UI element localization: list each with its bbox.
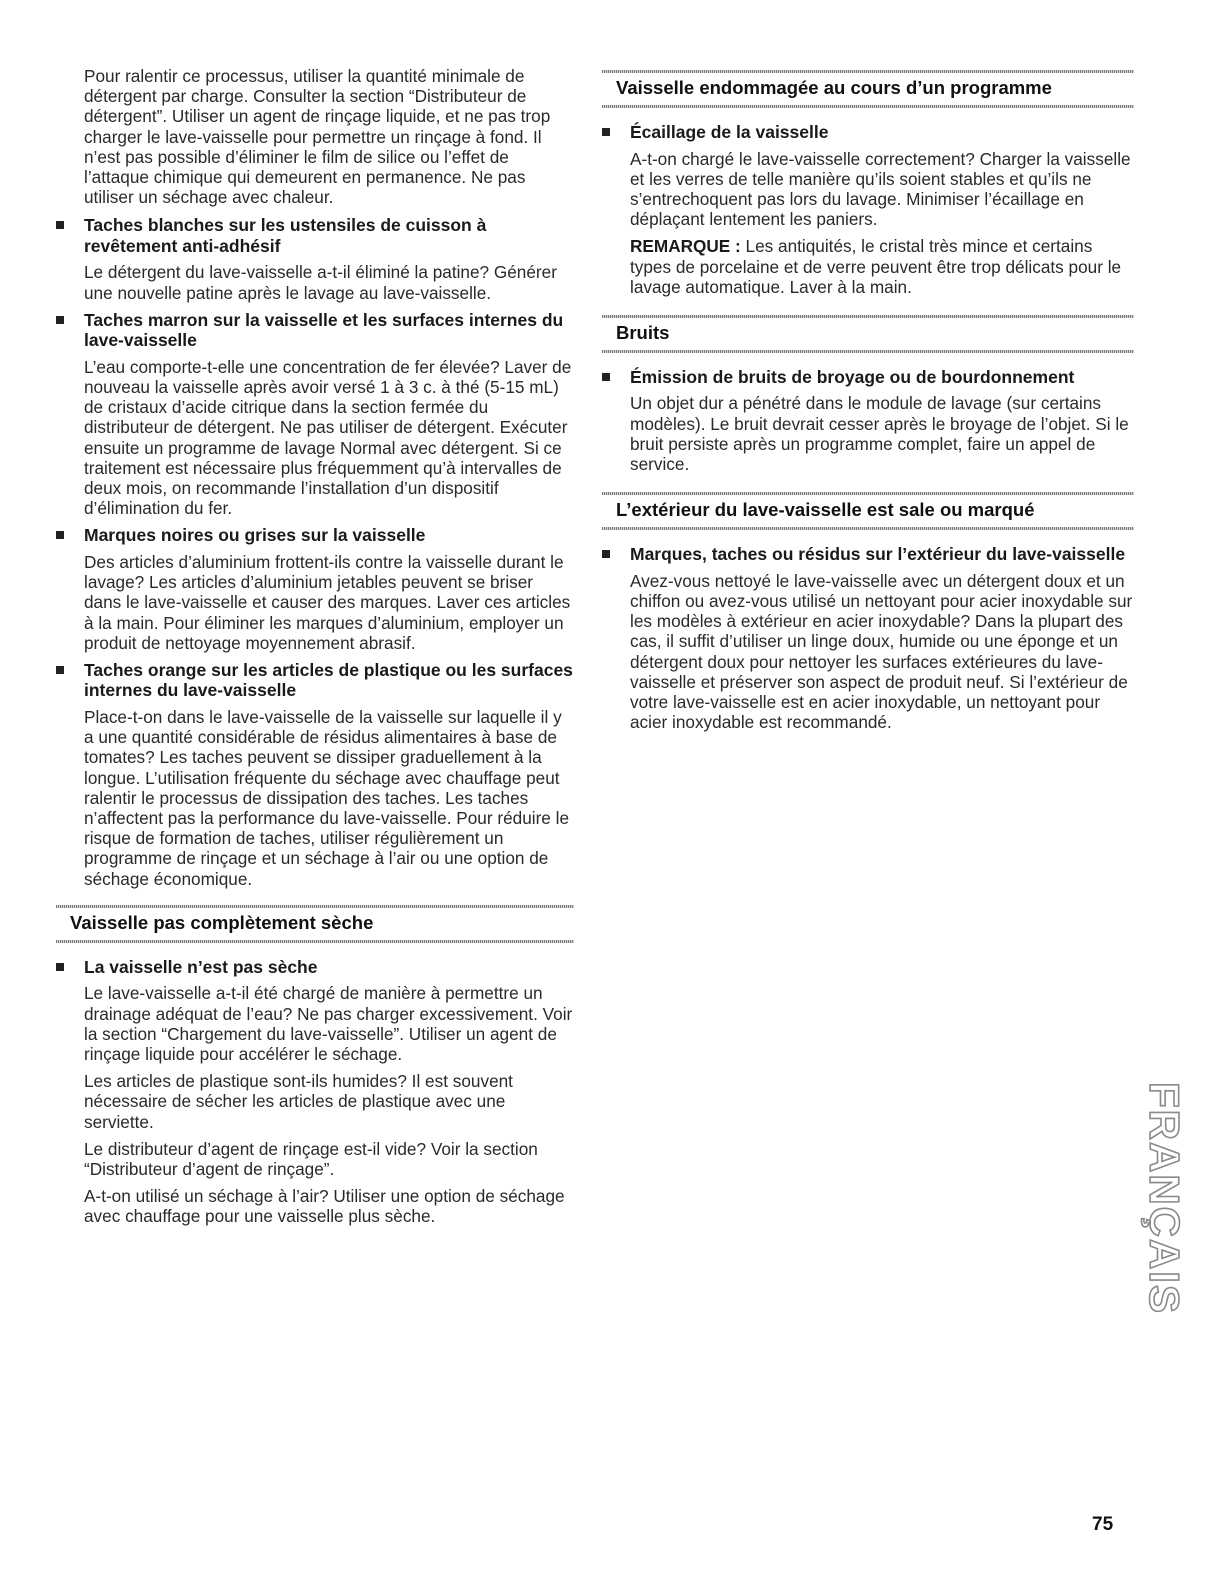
- language-tab: FRANÇAIS: [1141, 1082, 1188, 1315]
- section-title: Vaisselle endommagée au cours d’un programme: [616, 77, 1052, 98]
- section-header: [602, 492, 1134, 530]
- page-number: 75: [1092, 1514, 1114, 1535]
- bullet-icon: [56, 316, 64, 324]
- item-title: Marques noires ou grises sur la vaisselle: [84, 525, 426, 546]
- item-paragraph: A-t-on chargé le lave-vaisselle correctement? Charger la vaisselle et les verres de telle manière qu’ils soient stables et qu’ils ne s’entrechoquent pas lors du lavage. Minimiser l’écaillage en déplaçant lentement les paniers.: [630, 148, 1131, 230]
- intro-paragraph: Pour ralentir ce processus, utiliser la quantité minimale de détergent par charge. Consulter la section “Distributeur de détergent”. Utiliser un agent de rinçage liquide, et ne pas trop charger le lave-vaisselle pour permettre un rinçage à fond. Il n’est pas possible d’éliminer le film de silice ou l’effet de l’attaque chimique qui demeurent en permanence. Ne pas utiliser un séchage avec chaleur.: [84, 66, 551, 208]
- bullet-icon: [56, 666, 64, 674]
- bullet-icon: [602, 373, 610, 381]
- item-paragraph: Les articles de plastique sont-ils humides? Il est souvent nécessaire de sécher les articles de plastique avec une serviette.: [84, 1071, 513, 1132]
- item-paragraph: Avez-vous nettoyé le lave-vaisselle avec un détergent doux et un chiffon ou avez-vous utilisé un nettoyant pour acier inoxydable sur les modèles à extérieur en acier inoxydable? Dans la plupart des cas, il suffit d’utiliser un linge doux, humide ou une éponge et un détergent doux pour nettoyer les surfaces extérieures du lave-vaisselle et préserver son aspect de produit neuf. Si l’extérieur de votre lave-vaisselle est en acier inoxydable, un nettoyant pour acier inoxydable est recommandé.: [630, 570, 1133, 733]
- item-paragraph: Un objet dur a pénétré dans le module de lavage (sur certains modèles). Le bruit devrait cesser après le broyage de l’objet. Si le bruit persiste après un programme complet, faire un appel de service.: [630, 393, 1129, 475]
- item-paragraph: Le distributeur d’agent de rinçage est-il vide? Voir la section “Distributeur d’agent de rinçage”.: [84, 1138, 538, 1179]
- section-title: L’extérieur du lave-vaisselle est sale ou marqué: [616, 499, 1035, 521]
- list-item: [56, 525, 574, 653]
- section-header: [602, 70, 1134, 108]
- item-title: Taches orange sur les articles de plastique ou les surfaces internes du lave-vaisselle: [84, 659, 573, 701]
- note-paragraph: [630, 236, 1134, 297]
- list-item: [602, 367, 1134, 474]
- list-item: [56, 310, 574, 519]
- item-title: Taches marron sur la vaisselle et les surfaces internes du lave-vaisselle: [84, 309, 564, 351]
- bullet-icon: [56, 531, 64, 539]
- bullet-icon: [602, 550, 610, 558]
- item-paragraph: L’eau comporte-t-elle une concentration de fer élevée? Laver de nouveau la vaisselle après avoir versé 1 à 3 c. à thé (5-15 mL) de cristaux d’acide citrique dans la section fermée du distributeur de détergent. Ne pas utiliser de détergent. Exécuter ensuite un programme de lavage Normal avec détergent. Si ce traitement est nécessaire plus fréquemment qu’à intervalles de deux mois, on recommande l’installation d’un dispositif d’élimination du fer.: [84, 356, 572, 519]
- list-item: [56, 215, 574, 302]
- item-title: La vaisselle n’est pas sèche: [84, 956, 318, 977]
- list-item: [56, 660, 574, 889]
- list-item: [602, 122, 1134, 297]
- list-item: [602, 544, 1134, 732]
- item-paragraph: Place-t-on dans le lave-vaisselle de la vaisselle sur laquelle il y a une quantité considérable de résidus alimentaires à base de tomates? Les taches peuvent se dissiper graduellement à la longue. L’utilisation fréquente du séchage avec chauffage peut ralentir le processus de dissipation des taches. Les taches n’affectent pas la performance du lave-vaisselle. Pour réduire le risque de formation de taches, utiliser régulièrement un programme de rinçage et un séchage à l’air ou une option de séchage économique.: [84, 706, 570, 889]
- section-header: [56, 905, 574, 943]
- right-column: [602, 66, 1134, 739]
- item-paragraph: A-t-on utilisé un séchage à l’air? Utiliser une option de séchage avec chauffage pour une vaisselle plus sèche.: [84, 1186, 565, 1227]
- item-title: Écaillage de la vaisselle: [630, 122, 829, 142]
- list-item: [56, 957, 574, 1227]
- section-title: Vaisselle pas complètement sèche: [70, 911, 374, 933]
- item-paragraph: Le détergent du lave-vaisselle a-t-il éliminé la patine? Générer une nouvelle patine après le lavage au lave-vaisselle.: [84, 262, 557, 303]
- bullet-icon: [56, 963, 64, 971]
- section-title: Bruits: [616, 321, 670, 343]
- item-title: Marques, taches ou résidus sur l’extérieur du lave-vaisselle: [630, 544, 1126, 565]
- item-paragraph: Des articles d’aluminium frottent-ils contre la vaisselle durant le lavage? Les articles d’aluminium jetables peuvent se briser dans le lave-vaisselle et causer des marques. Laver ces articles à la main. Pour éliminer les marques d’aluminium, employer un produit de nettoyage moyennement abrasif.: [84, 551, 571, 653]
- item-title: Émission de bruits de broyage ou de bourdonnement: [630, 366, 1075, 387]
- left-column: [56, 66, 574, 1234]
- section-header: [602, 315, 1134, 353]
- note-label: REMARQUE :: [630, 236, 741, 257]
- bullet-icon: [602, 128, 610, 136]
- item-paragraph: Le lave-vaisselle a-t-il été chargé de manière à permettre un drainage adéquat de l’eau? Ne pas charger excessivement. Voir la section “Chargement du lave-vaisselle”. Utiliser un agent de rinçage liquide pour accélérer le séchage.: [84, 983, 573, 1064]
- note-text: Les antiquités, le cristal très mince et certains types de porcelaine et de verre peuvent être trop délicats pour le lavage automatique. Laver à la main.: [630, 236, 1122, 297]
- item-title: Taches blanches sur les ustensiles de cuisson à revêtement anti-adhésif: [84, 215, 487, 256]
- bullet-icon: [56, 221, 64, 229]
